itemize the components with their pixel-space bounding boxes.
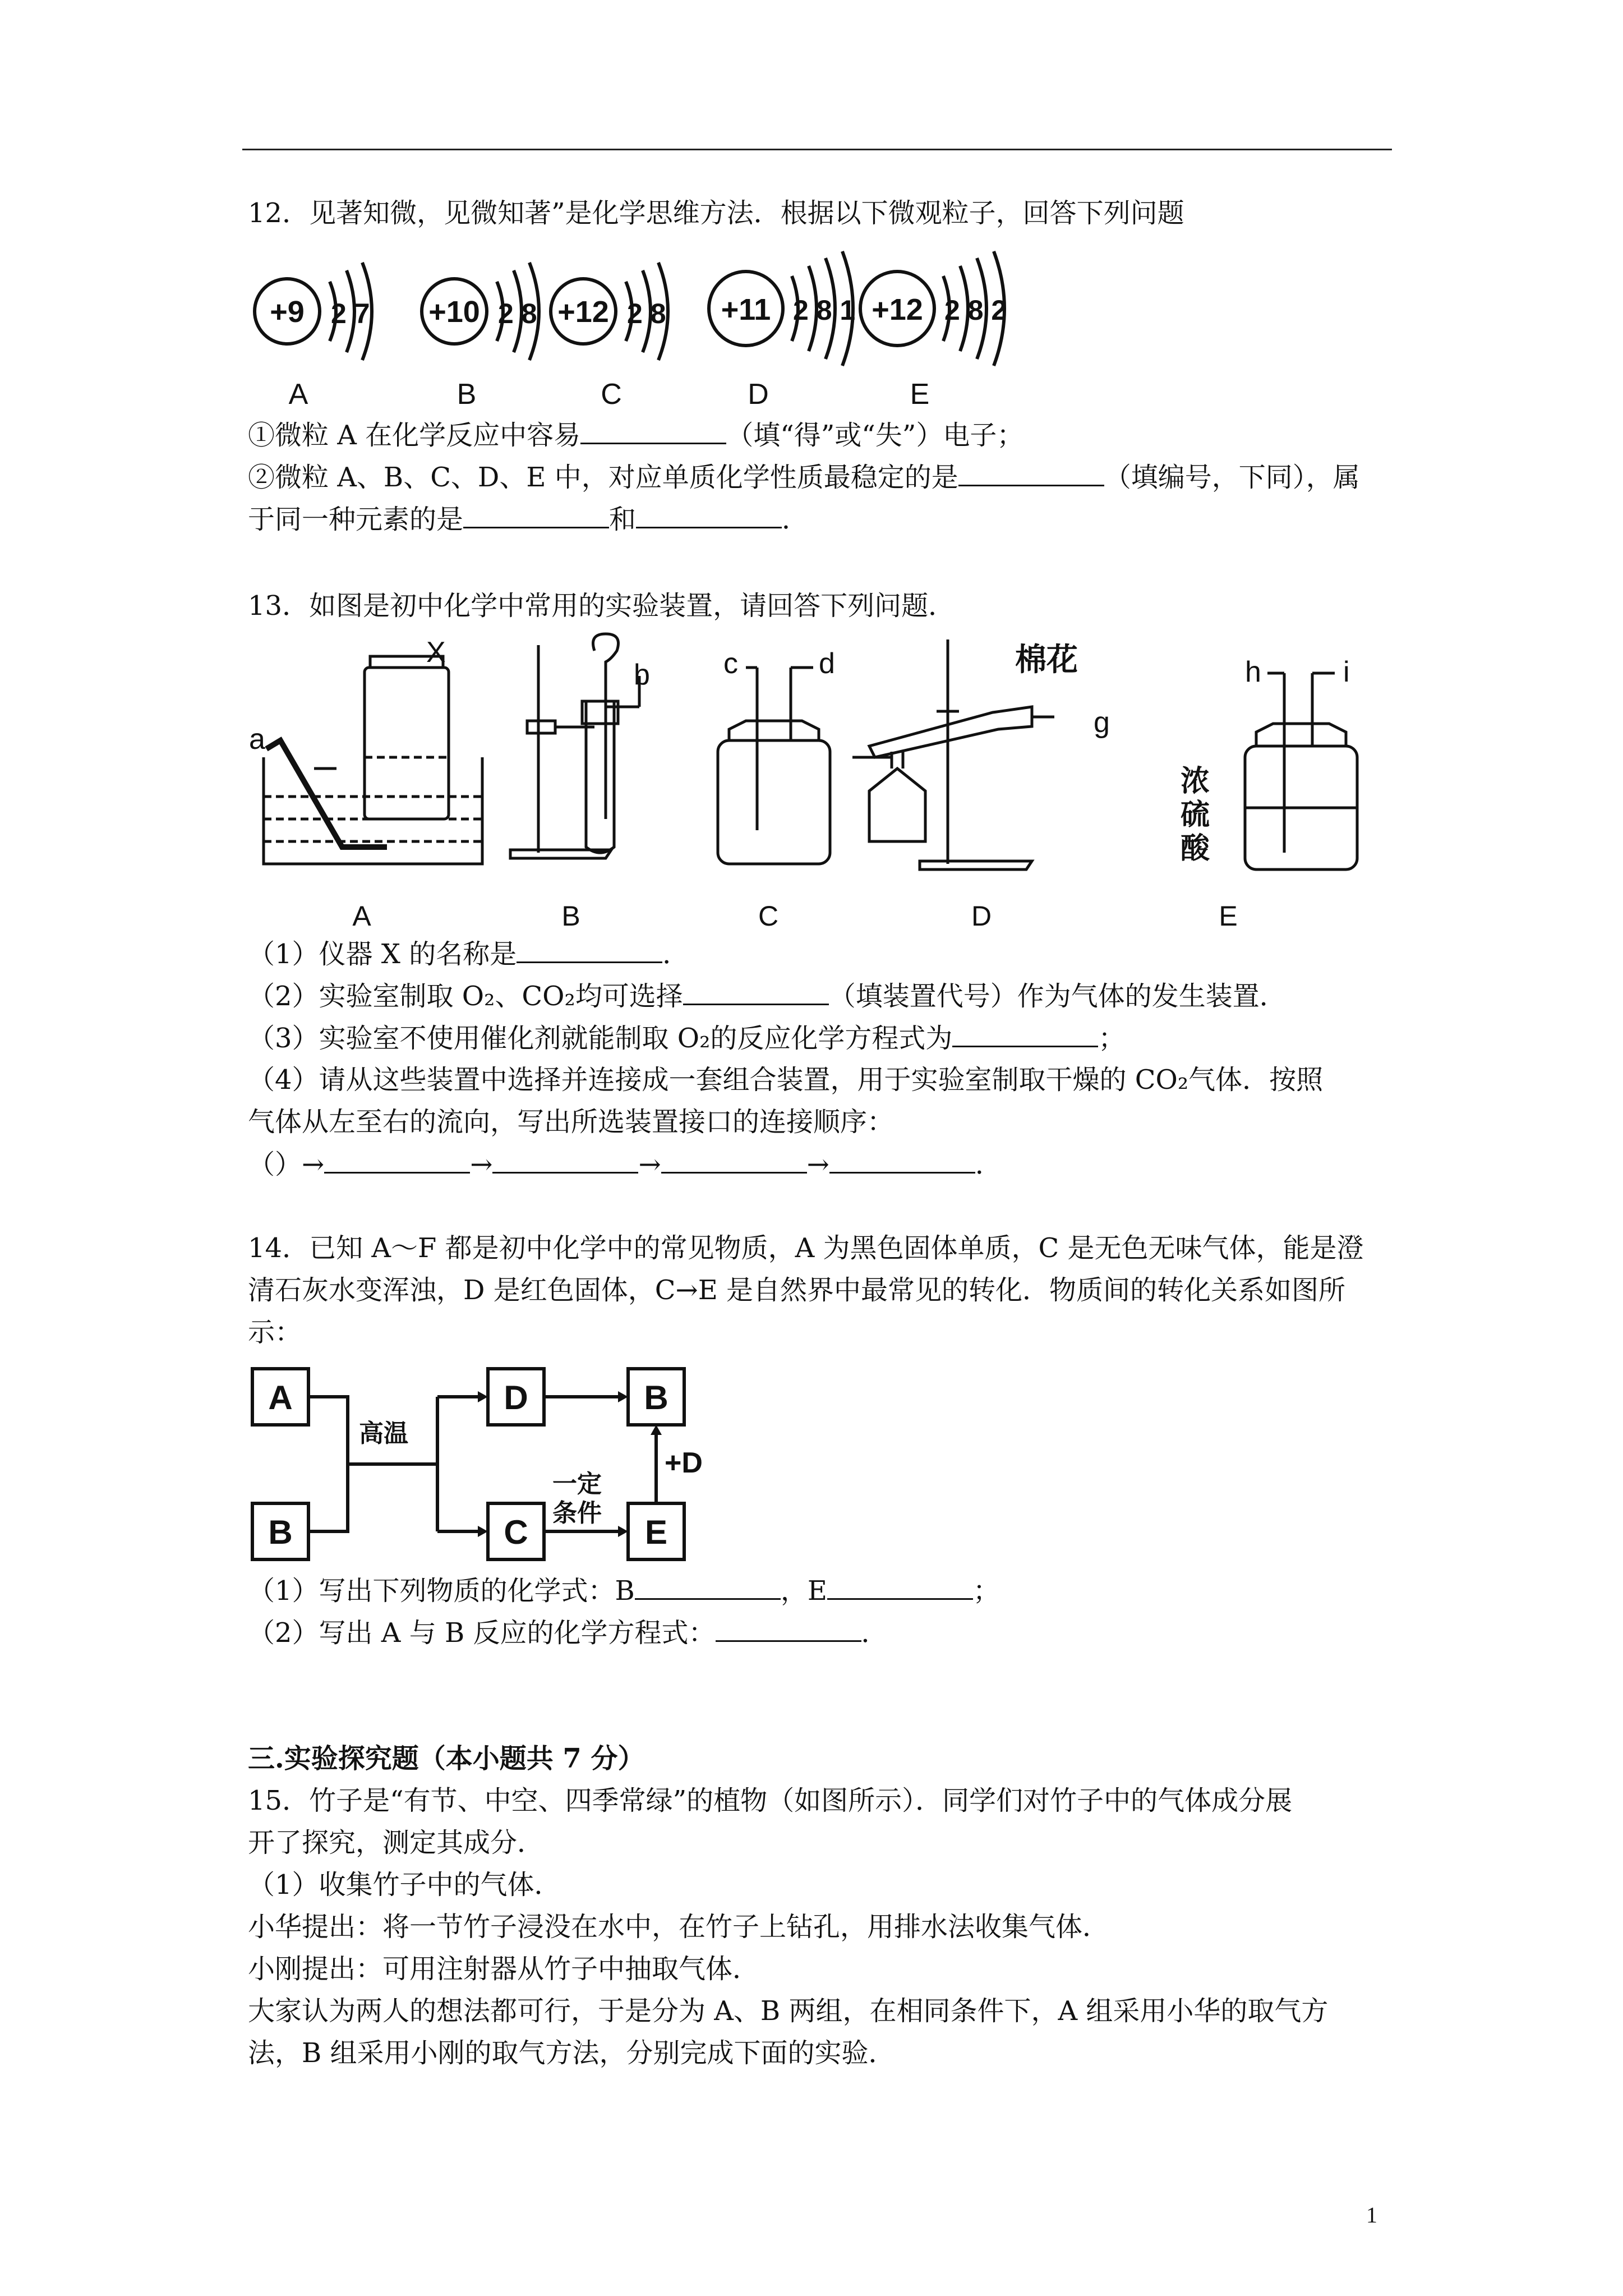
answer-blank[interactable] [492, 1147, 638, 1174]
answer-blank[interactable] [463, 502, 609, 528]
q14-part1-text: （1）写出下列物质的化学式：B [248, 1575, 635, 1607]
atom-e-shells: 2 8 2 [944, 295, 1007, 326]
answer-blank[interactable] [958, 460, 1104, 486]
q13-part3-text: （3）实验室不使用催化剂就能制取 O₂的反应化学方程式为 [248, 1023, 953, 1054]
q14-part2 [248, 1616, 888, 1650]
node-d: D [504, 1379, 528, 1416]
answer-blank[interactable] [829, 1147, 975, 1174]
atom-d-nucleus: +11 [721, 293, 771, 326]
q13-part2 [248, 979, 1287, 1013]
arrow: → [470, 1149, 493, 1180]
arrow: → [806, 1149, 829, 1180]
atom-d-shells: 2 8 1 [793, 295, 856, 326]
answer-blank[interactable] [324, 1147, 470, 1174]
label-cotton: 棉花 [1015, 642, 1078, 677]
label-acid-1: 浓 [1181, 765, 1210, 798]
answer-blank[interactable] [580, 418, 726, 444]
atom-e-label: E [910, 378, 930, 411]
q12-part2-text: ②微粒 A、B、C、D、E 中，对应单质化学性质最稳定的是 [248, 462, 958, 493]
q13-part1-text: （1）仪器 X 的名称是 [248, 938, 517, 970]
node-e: E [644, 1513, 668, 1551]
atom-c-label: C [601, 378, 622, 411]
q15-line-5: 小刚提出：可用注射器从竹子中抽取气体． [248, 1953, 760, 1985]
apparatus-label-a: A [352, 900, 371, 932]
q15-line-6: 大家认为两人的想法都可行，于是分为 A、B 两组，在相同条件下，A 组采用小华的取气方 [248, 1995, 1329, 2027]
atom-d-label: D [748, 378, 769, 411]
q13-part5-start: （）→ [248, 1149, 325, 1180]
q15-line-1: 15．竹子是“有节、中空、四季常绿”的植物（如图所示）．同学们对竹子中的气体成分展 [248, 1785, 1293, 1816]
q12-part1 [248, 418, 1023, 452]
page-number: 1 [1366, 2202, 1377, 2228]
q15-line-7: 法，B 组采用小刚的取气方法，分别完成下面的实验． [248, 2037, 896, 2069]
q12-part3-text: 于同一种元素的是 [248, 504, 464, 535]
label-c: c [723, 647, 738, 680]
q12-part3 [248, 502, 809, 536]
q13-part2-text: （2）实验室制取 O₂、CO₂均可选择 [248, 981, 683, 1012]
apparatus-label-c: C [758, 900, 779, 932]
label-i: i [1343, 656, 1350, 688]
answer-blank[interactable] [661, 1147, 807, 1174]
atom-a-label: A [288, 378, 308, 411]
q13-part4: （4）请从这些装置中选择并连接成一套组合装置，用于实验室制取干燥的 CO₂气体．按照 [248, 1064, 1324, 1096]
answer-blank[interactable] [683, 979, 829, 1005]
atom-structure-figure [247, 241, 1077, 415]
answer-blank[interactable] [517, 937, 662, 963]
atom-c-shells: 2 8 [627, 298, 666, 329]
apparatus-label-b: B [561, 900, 580, 932]
q12-part3-and: 和 [609, 504, 637, 535]
atom-e-nucleus: +12 [872, 293, 923, 326]
node-b: B [268, 1513, 293, 1551]
q12-part2 [248, 460, 1360, 494]
conversion-diagram [247, 1358, 718, 1571]
q13-part1 [248, 937, 689, 971]
atom-b-label: B [457, 378, 477, 411]
node-c: C [504, 1513, 528, 1551]
q14-part1 [248, 1573, 1000, 1608]
condition-high-temp: 高温 [359, 1420, 408, 1447]
answer-blank[interactable] [635, 1573, 781, 1600]
q13-stem: 13．如图是初中化学中常用的实验装置，请回答下列问题． [248, 590, 956, 622]
atom-b-shells: 2 8 [498, 298, 537, 329]
label-d: d [819, 647, 835, 680]
condition-line-2: 条件 [552, 1499, 602, 1527]
q14-part2-text: （2）写出 A 与 B 反应的化学方程式： [248, 1617, 716, 1649]
q12-stem: 12．见著知微，见微知著”是化学思维方法．根据以下微观粒子，回答下列问题 [248, 197, 1184, 229]
q14-part1-mid: ，E [780, 1575, 827, 1607]
atom-b-nucleus: +10 [428, 295, 480, 329]
q13-part3-end: ； [1098, 1023, 1126, 1054]
q12-part1-text: ①微粒 A 在化学反应中容易 [248, 420, 581, 451]
arrow: → [638, 1149, 661, 1180]
q14-stem-1: 14．已知 A～F 都是初中化学中的常见物质，A 为黑色固体单质，C 是无色无味气体，能是澄 [248, 1232, 1364, 1264]
node-a: A [268, 1379, 293, 1416]
q13-part3 [248, 1021, 1125, 1055]
answer-blank[interactable] [827, 1573, 973, 1600]
apparatus-label-d: D [971, 900, 992, 932]
q15-line-4: 小华提出：将一节竹子浸没在水中，在竹子上钻孔，用排水法收集气体． [248, 1911, 1110, 1943]
node-b-product: B [644, 1379, 668, 1416]
answer-blank[interactable] [636, 502, 782, 528]
q14-part2-end: ． [861, 1617, 888, 1649]
label-a: a [249, 723, 265, 756]
q13-part4-cont: 气体从左至右的流向，写出所选装置接口的连接顺序： [248, 1106, 895, 1138]
condition-line-1: 一定 [552, 1470, 602, 1498]
label-b: b [634, 659, 650, 691]
q13-part2-hint: （填装置代号）作为气体的发生装置． [828, 981, 1287, 1012]
q14-stem-3: 示： [248, 1317, 302, 1348]
header-rule [242, 149, 1392, 150]
q13-part1-end: ． [662, 938, 690, 970]
q14-part1-end: ； [972, 1575, 1000, 1607]
atom-a-shells: 2 7 [331, 298, 370, 329]
label-h: h [1245, 656, 1261, 688]
q14-stem-2: 清石灰水变浑浊，D 是红色固体，C→E 是自然界中最常见的转化．物质间的转化关系如图所 [248, 1274, 1345, 1306]
lab-apparatus-figure [247, 628, 1402, 937]
answer-blank[interactable] [716, 1616, 861, 1642]
label-acid-3: 酸 [1181, 832, 1210, 865]
label-acid-2: 硫 [1181, 799, 1210, 831]
q12-part2-hint: （填编号，下同），属 [1104, 462, 1360, 493]
apparatus-label-e: E [1219, 900, 1238, 932]
q13-part5-end: ． [975, 1149, 1002, 1180]
section-3-title: 三.实验探究题（本小题共 7 分） [248, 1743, 645, 1774]
q15-line-3: （1）收集竹子中的气体． [248, 1869, 561, 1901]
label-g: g [1094, 706, 1110, 739]
q12-part1-hint: （填“得”或“失”）电子； [726, 420, 1024, 451]
label-x: X [426, 636, 446, 669]
condition-plus-d: +D [665, 1447, 703, 1479]
atom-c-nucleus: +12 [557, 295, 609, 329]
atom-a-nucleus: +9 [270, 295, 305, 329]
q15-line-2: 开了探究，测定其成分． [248, 1827, 545, 1858]
answer-blank[interactable] [952, 1021, 1098, 1047]
q12-part3-end: ． [782, 504, 809, 535]
q13-part5 [248, 1147, 1002, 1181]
